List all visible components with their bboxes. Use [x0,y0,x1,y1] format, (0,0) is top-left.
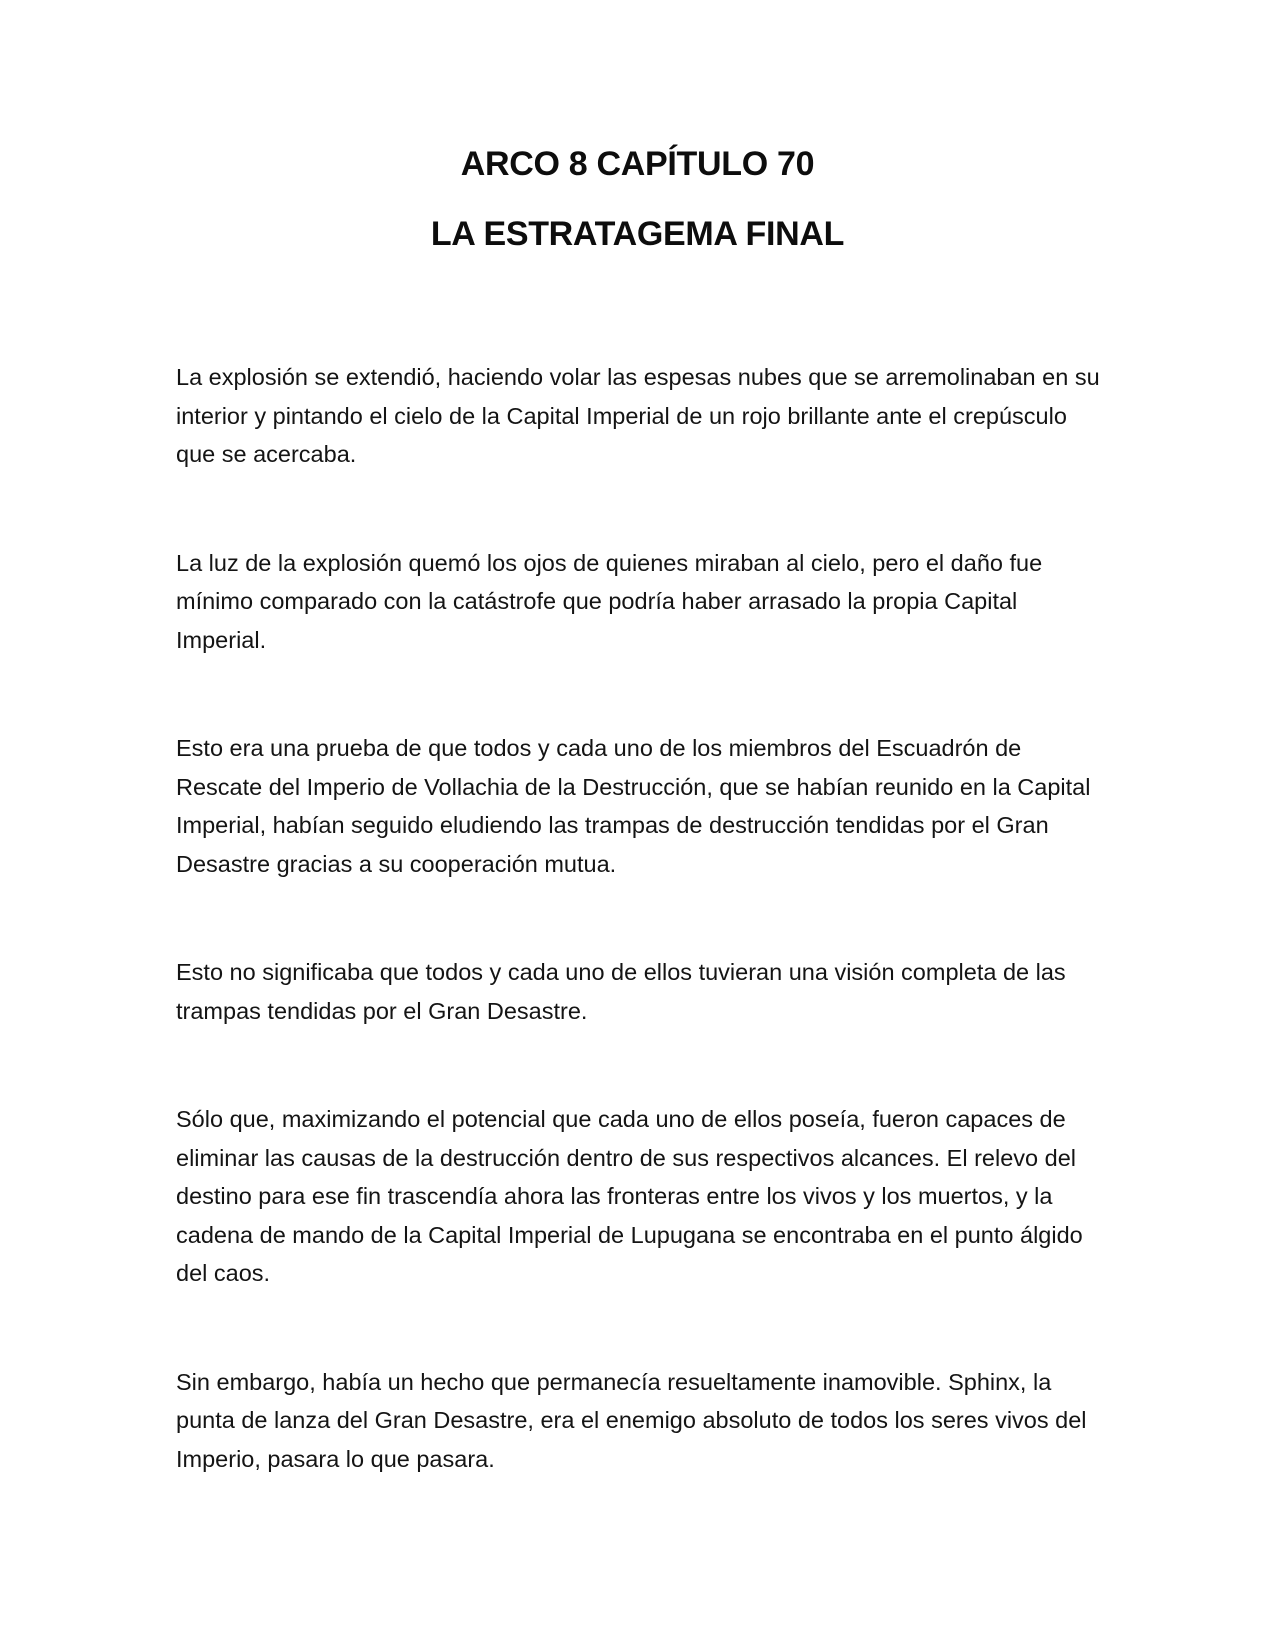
paragraph: La explosión se extendió, haciendo volar las espesas nubes que se arremolinaban en su interior y pintando el cielo de la Capital Imperial de un rojo brillante ante el crepúsculo que se acercaba. [176,364,1100,467]
chapter-number-title: ARCO 8 CAPÍTULO 70 [460,145,815,183]
paragraph: Esto era una prueba de que todos y cada uno de los miembros del Escuadrón de Rescate del Imperio de Vollachia de la Destrucción, que se habían reunido en la Capital Imperial, habían seguido eludiendo las trampas de destrucción tendidas por el Gran Desastre gracias a su cooperación mutua. [176,735,1091,877]
paragraph: Sólo que, maximizando el potencial que cada uno de ellos poseía, fueron capaces de eliminar las causas de la destrucción dentro de sus respectivos alcances. El relevo del destino para ese fin trascendía ahora las fronteras entre los vivos y los muertos, y la cadena de mando de la Capital Imperial de Lupugana se encontraba en el punto álgido del caos. [176,1106,1083,1286]
chapter-body [176,358,1106,1478]
chapter-name-title: LA ESTRATAGEMA FINAL [430,215,845,253]
paragraph: Sin embargo, había un hecho que permanecía resueltamente inamovible. Sphinx, la punta de lanza del Gran Desastre, era el enemigo absoluto de todos los seres vivos del Imperio, pasara lo que pasara. [176,1368,1087,1472]
paragraph: Esto no significaba que todos y cada uno de ellos tuvieran una visión completa de las trampas tendidas por el Gran Desastre. [176,959,1066,1024]
chapter-header [0,140,1275,258]
paragraph: La luz de la explosión quemó los ojos de quienes miraban al cielo, pero el daño fue mínimo comparado con la catástrofe que podría haber arrasado la propia Capital Imperial. [176,549,1043,653]
